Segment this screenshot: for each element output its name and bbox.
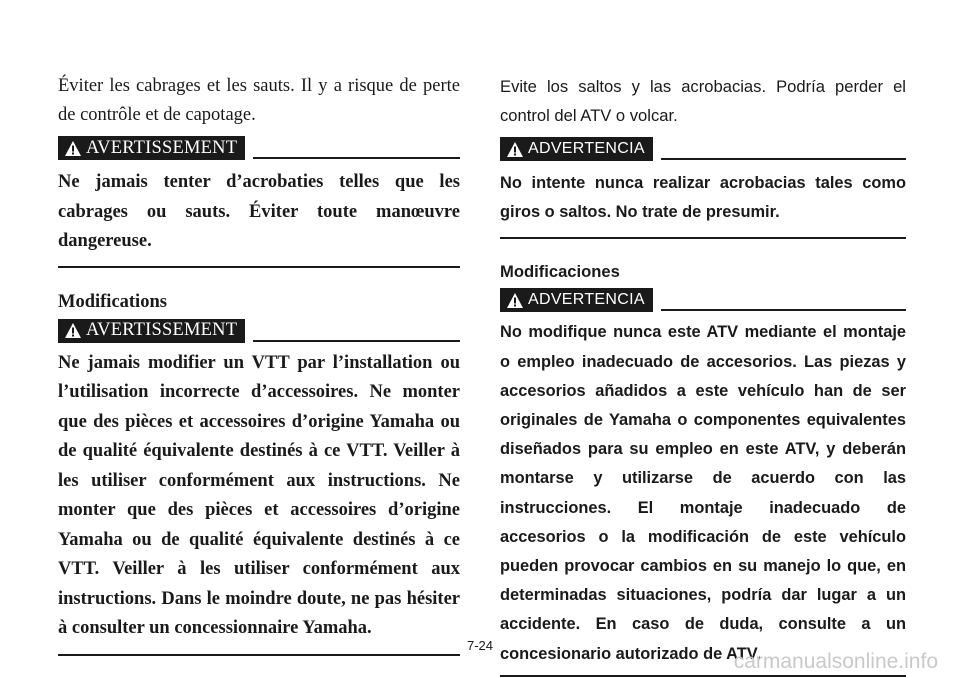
fr-section-heading: Modifications [58,291,167,312]
fr-warning-label-1: AVERTISSEMENT [86,137,238,158]
fr-warning-line-2 [253,340,460,342]
fr-warning-line-1 [253,157,460,159]
es-warning-text-1: No intente nunca realizar acrobacias tales como giros o saltos. No trate de presumir. [500,174,906,222]
watermark: carmanualsonline.info [733,650,938,673]
fr-warning-header-1 [58,136,460,160]
es-warning-line-1 [661,158,906,160]
es-warning-badge-1 [500,137,653,161]
spanish-column [500,72,906,677]
fr-warning-label-2: AVERTISSEMENT [86,320,238,340]
es-warning-line-2 [661,309,906,311]
page-number: 7-24 [466,638,494,653]
fr-warning-text-1: Ne jamais tenter d’acrobaties telles que les cabrages ou sauts. Éviter toute manœuvre dangereuse. [58,172,460,251]
es-divider-1 [500,237,906,239]
es-warning-header-1 [500,137,906,161]
fr-warning-header-2 [58,319,460,343]
fr-warning-badge-2 [58,319,245,343]
fr-divider-1 [58,266,460,268]
fr-intro-text: Éviter les cabrages et les sauts. Il y a risque de perte de contrôle et de capotage. [58,76,460,125]
warning-triangle-icon [64,140,82,157]
es-warning-badge-2 [500,288,653,312]
fr-warning-text-2: Ne jamais modifier un VTT par l’installation ou l’utilisation incorrecte d’accessoires. Ne monter que des pièces et accessoires d’origine Yamaha ou de qualité équivalente destinés à ce VTT. Veiller à les utiliser conformément aux instructions. Ne monter que des pièces et accessoires d’origine Yamaha ou de qualité équivalente destinés à ce VTT. Veiller à les utiliser conformément aux instructions. Dans le moindre doute, ne pas hésiter à consulter un concessionnaire Yamaha. [58,352,460,638]
warning-triangle-icon [64,322,82,339]
es-warning-text-2: No modifique nunca este ATV mediante el montaje o empleo inadecuado de accesorios. Las piezas y accesorios añadidos a este vehículo han de ser originales de Yamaha o componentes equivalentes diseñados para su empleo en este ATV, y deberán montarse y utilizarse de acuerdo con las instrucciones. El montaje inadecuado de accesorios o la modificación de este vehículo pueden provocar cambios en su manejo lo que, en determinadas situaciones, podría dar lugar a un accidente. En caso de duda, consulte a un concesionario autorizado de ATV. [500,323,906,663]
fr-warning-badge-1 [58,136,245,160]
es-warning-label-1: ADVERTENCIA [528,140,645,157]
fr-divider-2 [58,654,460,656]
es-section-heading: Modificaciones [500,262,620,282]
es-warning-label-2: ADVERTENCIA [528,291,645,309]
es-divider-2 [500,675,906,677]
warning-triangle-icon [506,141,524,158]
warning-triangle-icon [506,292,524,309]
es-intro-text: Evite los saltos y las acrobacias. Podría perder el control del ATV o volcar. [500,77,906,125]
es-warning-header-2 [500,288,906,312]
french-column [58,72,460,656]
